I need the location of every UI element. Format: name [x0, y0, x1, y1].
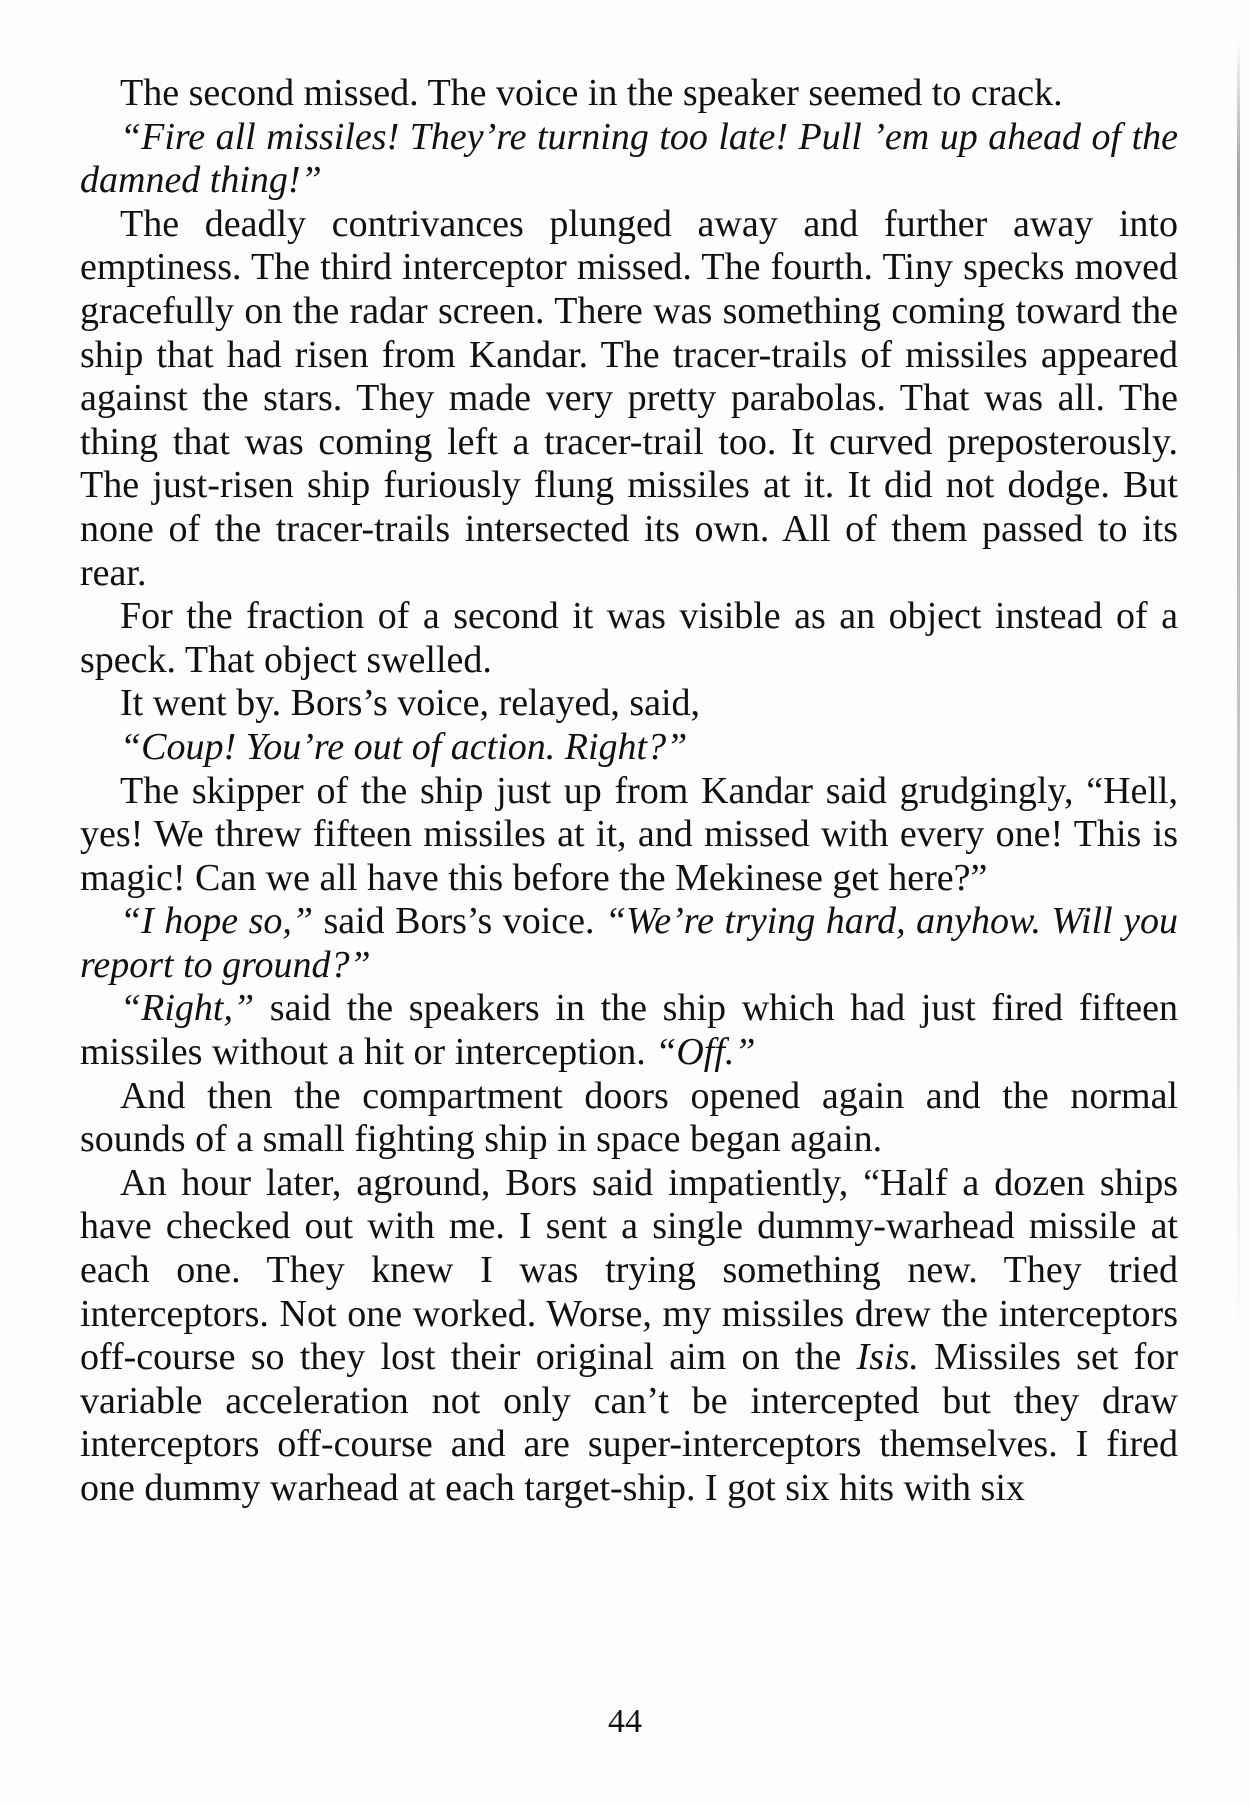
paragraph	[80, 682, 1178, 726]
text-run: The second missed. The voice in the speaker seemed to crack.	[120, 72, 1063, 114]
paragraph	[80, 72, 1178, 116]
text-run: said the speakers in the ship which had just fired fifteen missiles without a hit or interception.	[80, 987, 1178, 1074]
paragraph	[80, 726, 1178, 770]
italic-text: Isis.	[856, 1336, 919, 1379]
italic-text: “Fire all missiles! They’re turning too late! Pull ’em up ahead of the damned thing!”	[80, 115, 1178, 202]
italic-text: “Coup! You’re out of action. Right?”	[120, 725, 688, 768]
italic-text: “Right,”	[120, 987, 255, 1030]
body-text	[80, 72, 1178, 1511]
paragraph	[80, 987, 1178, 1074]
text-run: Missiles set for variable acceleration not only can’t be intercepted but they draw interceptors off-course and are super-interceptors themselves. I fired one dummy warhead at each target-ship. I got six hits with six	[80, 1336, 1178, 1509]
paragraph	[80, 203, 1178, 595]
text-run: And then the compartment doors opened again and the normal sounds of a small fighting ship in space began again.	[80, 1074, 1178, 1161]
text-run: An hour later, aground, Bors said impatiently, “Half a dozen ships have checked out with me. I sent a single dummy-warhead missile at each one. They knew I was trying something new. They tried interceptors. Not one worked. Worse, my missiles drew the interceptors off-course so they lost their original aim on the	[80, 1161, 1178, 1379]
text-run: said Bors’s voice.	[313, 900, 605, 943]
text-run: The skipper of the ship just up from Kandar said grudgingly, “Hell, yes! We threw fifteen missiles at it, and missed with every one! This is magic! Can we all have this before the Mekinese get here?”	[80, 769, 1178, 899]
paragraph	[80, 1075, 1178, 1162]
paragraph	[80, 1162, 1178, 1511]
paragraph	[80, 595, 1178, 682]
italic-text: “Off.”	[655, 1031, 756, 1074]
italic-text: “We’re trying hard, anyhow. Will you report to ground?”	[80, 900, 1178, 986]
paragraph	[80, 900, 1178, 987]
paragraph	[80, 116, 1178, 203]
text-run: For the fraction of a second it was visible as an object instead of a speck. That object swelled.	[80, 595, 1178, 681]
italic-text: “I hope so,”	[120, 900, 313, 943]
page-gutter-shadow	[1237, 40, 1240, 1340]
text-run: The deadly contrivances plunged away and further away into emptiness. The third interceptor missed. The fourth. Tiny specks moved gracefully on the radar screen. There was something coming toward the ship that had risen from Kandar. The tracer-trails of missiles appeared against the stars. They made very pretty parabolas. That was all. The thing that was coming left a tracer-trail too. It curved preposterously. The just-risen ship furiously flung missiles at it. It did not dodge. But none of the tracer-trails intersected its own. All of them passed to its rear.	[80, 202, 1178, 594]
page-number: 44	[608, 1703, 642, 1740]
text-run: It went by. Bors’s voice, relayed, said,	[120, 682, 701, 725]
paragraph	[80, 770, 1178, 901]
